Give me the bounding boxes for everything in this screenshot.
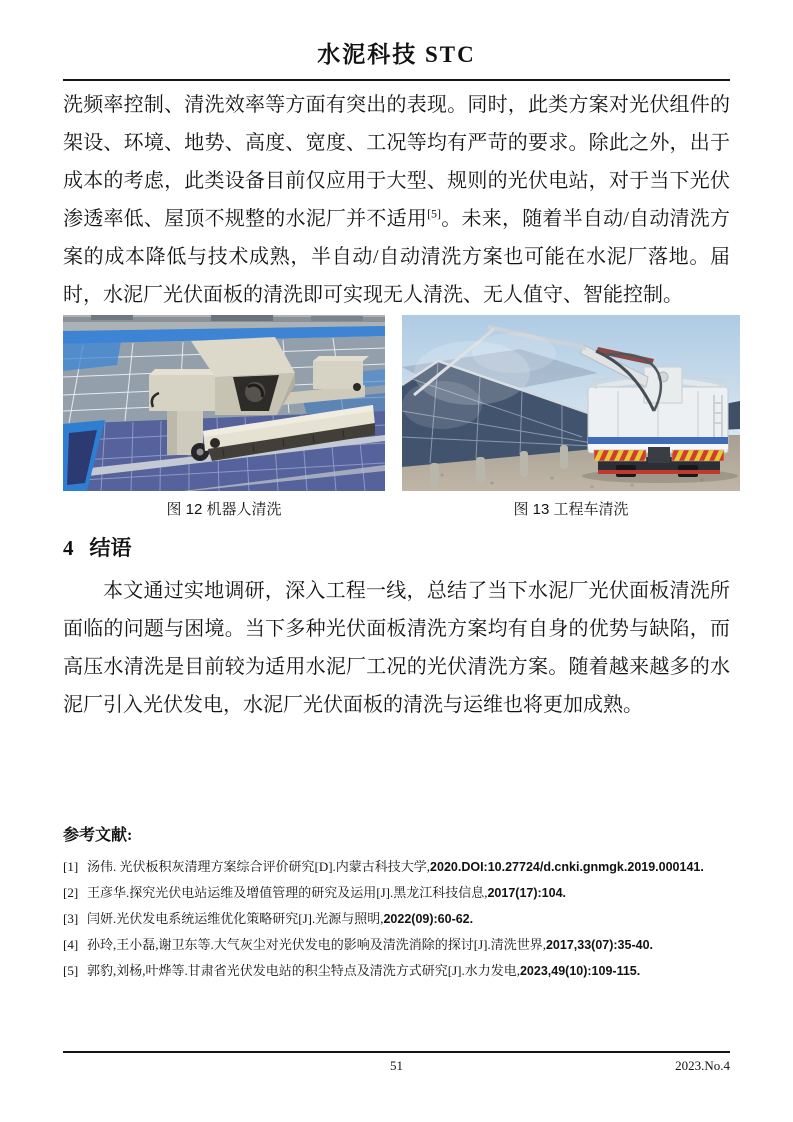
page-footer: [63, 1051, 730, 1073]
reference-label: [5]: [63, 963, 79, 978]
body-paragraph-2: 本文通过实地调研，深入工程一线，总结了当下水泥厂光伏面板清洗所面临的问题与困境。当下多种光伏面板清洗方案均有自身的优势与缺陷，而高压水清洗是目前较为适用水泥厂工况的光伏清洗方案。随着越来越多的水泥厂引入光伏发电，水泥厂光伏面板的清洗与运维也将更加成熟。: [63, 580, 730, 716]
journal-header-title: 水泥科技 STC: [317, 42, 476, 67]
section-number: 4: [63, 536, 74, 560]
paragraph-1-text: 洗频率控制、清洗效率等方面有突出的表现。同时，此类方案对光伏组件的架设、环境、地势、高度、宽度、工况等均有严苛的要求。除此之外，出于成本的考虑，此类设备目前仅应用于大型、规则的光伏电站，对于当下光伏渗透率低、屋顶不规整的水泥厂并不适用: [63, 94, 730, 230]
reference-text: 王彦华.探究光伏电站运维及增值管理的研究及运用[J].黑龙江科技信息,: [87, 885, 488, 900]
reference-label: [3]: [63, 911, 79, 926]
figure-13: [402, 315, 740, 519]
references-section: [63, 824, 730, 984]
references-heading: 参考文献:: [63, 827, 133, 844]
body-paragraph-1: [63, 86, 730, 314]
reference-item: [63, 932, 730, 958]
reference-label: [2]: [63, 885, 79, 900]
reference-numerals: 2017,33(07):35-40.: [545, 938, 653, 952]
reference-text: 汤伟. 光伏板积灰清理方案综合评价研究[D].内蒙古科技大学,: [87, 859, 431, 874]
section-title: 结语: [89, 536, 132, 560]
figure-12: [63, 315, 385, 519]
reference-numerals: 2020.DOI:10.27724/d.cnki.gnmgk.2019.000141.: [430, 860, 704, 874]
reference-text: 孙玲,王小磊,谢卫东等.大气灰尘对光伏发电的影响及清洗消除的探讨[J].清洗世界,: [87, 937, 546, 952]
issue-label: 2023.No.4: [675, 1058, 730, 1073]
reference-label: [4]: [63, 937, 79, 952]
figure-12-image-robot-cleaning: [63, 315, 385, 491]
reference-numerals: 2023,49(10):109-115.: [519, 964, 641, 978]
figure-row: [63, 315, 740, 519]
reference-item: [63, 880, 730, 906]
header-rule: [63, 79, 730, 81]
citation-superscript-5: [5]: [427, 206, 442, 221]
reference-item: [63, 854, 730, 880]
reference-label: [1]: [63, 859, 79, 874]
section-heading-conclusion: [63, 533, 730, 563]
reference-item: [63, 906, 730, 932]
figure-13-caption: 图 13 工程车清洗: [513, 501, 629, 518]
page-content: [63, 0, 730, 984]
references-list: [63, 854, 730, 984]
page-number: 51: [390, 1058, 403, 1073]
reference-text: 闫妍.光伏发电系统运维优化策略研究[J].光源与照明,: [87, 911, 384, 926]
reference-numerals: 2017(17):104.: [487, 886, 566, 900]
reference-item: [63, 958, 730, 984]
reference-numerals: 2022(09):60-62.: [383, 912, 474, 926]
paragraph-1-text-cont: 。未来，随着半自动/自动清洗方案的成本降低与技术成熟，半自动/自动清洗方案也可能在水泥厂落地。届时，水泥厂光伏面板的清洗即可实现无人清洗、无人值守、智能控制。: [63, 208, 730, 306]
reference-text: 郭豹,刘杨,叶烨等.甘肃省光伏发电站的积尘特点及清洗方式研究[J].水力发电,: [87, 963, 520, 978]
figure-12-caption: 图 12 机器人清洗: [166, 501, 282, 518]
figure-13-image-truck-cleaning: [402, 315, 740, 491]
